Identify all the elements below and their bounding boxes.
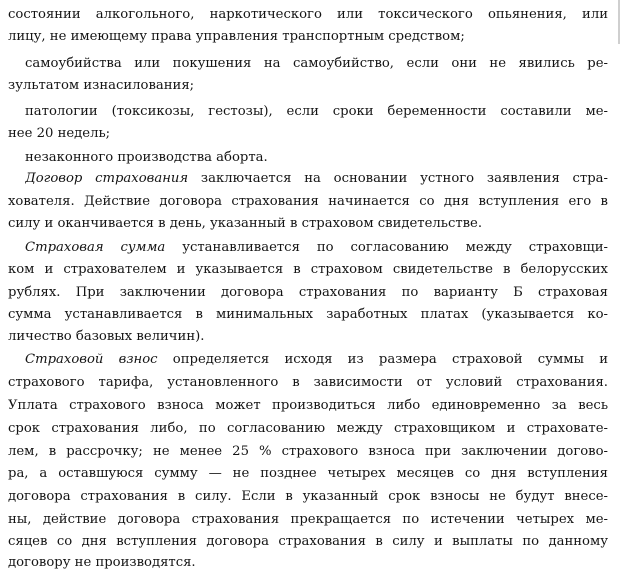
text-line <box>25 237 608 259</box>
text-run: заключается на основании устного заявления стра- <box>188 171 608 186</box>
text-line: зультатом изнасилования; <box>8 78 195 93</box>
text-line: незаконного производства аборта. <box>25 150 268 165</box>
text-line: силу и оканчивается в день, указанный в страховом свидетельстве. <box>8 216 483 231</box>
text-line: лем, в рассрочку; не менее 25 % страхового взноса при заключении догово- <box>8 444 608 459</box>
text-line: рублях. При заключении договора страхования по варианту Б страховая <box>8 285 608 300</box>
text-run: устанавливается по согласованию между страховщи- <box>165 240 608 255</box>
text-line: патологии (токсикозы, гестозы), если сроки беременности составили ме- <box>25 104 608 119</box>
text-line: ны, действие договора страхования прекращается по истечении четырех ме- <box>8 512 608 527</box>
text-run: определяется исходя из размера страховой суммы и <box>157 352 608 367</box>
text-line: сяцев со дня вступления договора страхования в силу и выплаты по данному <box>8 534 608 549</box>
text-line: личество базовых величин). <box>8 329 205 344</box>
text-line <box>25 168 608 190</box>
text-line: Уплата страхового взноса может производиться либо единовременно за весь <box>8 398 608 413</box>
term-emphasis: Страховая сумма <box>25 240 166 255</box>
text-line: самоубийства или покушения на самоубийство, если они не явились ре- <box>25 56 608 71</box>
term-emphasis: Договор страхования <box>25 171 189 186</box>
text-line: договору не производятся. <box>8 555 196 570</box>
text-line: нее 20 недель; <box>8 126 111 141</box>
text-line: сумма устанавливается в минимальных заработных платах (указывается ко- <box>8 307 608 322</box>
text-line: состоянии алкогольного, наркотического или токсического опьянения, или <box>8 7 608 22</box>
text-line: ра, а оставшуюся сумму — не позднее четырех месяцев со дня вступления <box>8 466 608 481</box>
text-line <box>25 349 608 371</box>
text-line: страхового тарифа, установленного в зависимости от условий страхования. <box>8 375 608 390</box>
text-line: лицу, не имеющему права управления транспортным средством; <box>8 29 465 44</box>
text-line: договора страхования в силу. Если в указанный срок взносы не будут внесе- <box>8 489 608 504</box>
scan-edge-mark <box>618 0 620 44</box>
text-line: срок страхования либо, по согласованию между страховщиком и страховате- <box>8 421 608 436</box>
term-emphasis: Страховой взнос <box>25 352 158 367</box>
text-line: ком и страхователем и указывается в страховом свидетельстве в белорусских <box>8 262 608 277</box>
text-line: хователя. Действие договора страхования начинается со дня вступления его в <box>8 194 608 209</box>
